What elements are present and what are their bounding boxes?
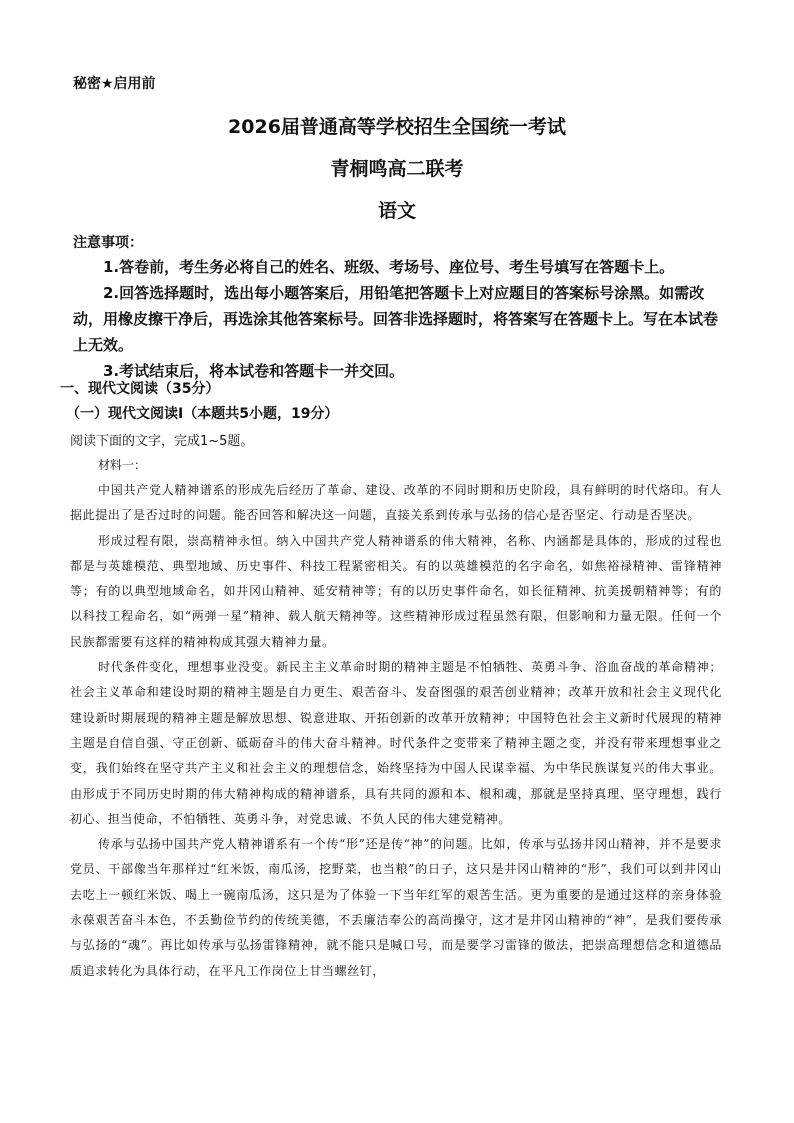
exam-title: 2026届普通高等学校招生全国统一考试: [228, 116, 566, 138]
reading-passage: [70, 478, 722, 984]
secret-mark: 秘密★启用前: [73, 76, 156, 92]
notice-list: [73, 254, 723, 384]
reading-instruction: 阅读下面的文字，完成1~5题。: [70, 434, 254, 449]
notice-heading: 注意事项：: [73, 235, 143, 251]
exam-subtitle: 青桐鸣高二联考: [330, 158, 464, 180]
passage-paragraph: 中国共产党人精神谱系的形成先后经历了革命、建设、改革的不同时期和历史阶段，具有鲜明的时代烙印。有人据此提出了是否过时的问题。能否回答和解决这一问题，直接关系到传承与弘扬的信心是否坚定、行动是否坚决。: [70, 483, 722, 523]
passage-paragraph: 传承与弘扬中国共产党人精神谱系有一个传“形”还是传“神”的问题。比如，传承与弘扬井冈山精神，并不是要求党员、干部像当年那样过“红米饭，南瓜汤，挖野菜，也当粮”的日子，这只是井冈山精神的“形”，我们可以到井冈山去吃上一顿红米饭、喝上一碗南瓜汤，这只是为了体验一下当年红军的艰苦生活。更为重要的是通过这样的亲身体验永葆艰苦奋斗本色，不丢勤俭节约的传统美德，不丢廉洁奉公的高尚操守，这才是井冈山精神的“神”，是我们要传承与弘扬的“魂”。再比如传承与弘扬雷锋精神，就不能只是喊口号，而是要学习雷锋的做法，把崇高理想信念和道德品质追求转化为具体行动，在平凡工作岗位上甘当螺丝钉，: [70, 837, 722, 978]
subject-title: 语文: [377, 200, 416, 222]
passage-paragraph: 时代条件变化，理想事业没变。新民主主义革命时期的精神主题是不怕牺牲、英勇斗争、浴血奋战的革命精神；社会主义革命和建设时期的精神主题是自力更生、艰苦奋斗、发奋图强的艰苦创业精神；改革开放和社会主义现代化建设新时期展现的精神主题是解放思想、锐意进取、开拓创新的改革开放精神；中国特色社会主义新时代展现的精神主题是自信自强、守正创新、砥砺奋斗的伟大奋斗精神。时代条件之变带来了精神主题之变，并没有带来理想事业之变，我们始终在坚守共产主义和社会主义的理想信念，始终坚持为中国人民谋幸福、为中华民族谋复兴的伟大事业。由形成于不同历史时期的伟大精神构成的精神谱系，具有共同的源和本、根和魂，那就是坚持真理、坚守理想，践行初心、担当使命，不怕牺牲、英勇斗争，对党忠诚、不负人民的伟大建党精神。: [70, 660, 722, 826]
notice-item-3: 3.考试结束后，将本试卷和答题卡一并交回。: [103, 362, 405, 380]
material-label: 材料一：: [98, 458, 147, 472]
part-title: 一、现代文阅读（35分）: [60, 381, 220, 397]
sub-section-title: （一）现代文阅读Ⅰ（本题共5小题，19分）: [66, 406, 339, 422]
passage-paragraph: 形成过程有限，崇高精神永恒。纳入中国共产党人精神谱系的伟大精神，名称、内涵都是具体的，形成的过程也都是与英雄模范、典型地域、历史事件、科技工程紧密相关。有的以英雄模范的名字命名，如焦裕禄精神、雷锋精神等；有的以典型地域命名，如井冈山精神、延安精神等；有的以历史事件命名，如长征精神、抗美援朝精神等；有的以科技工程命名，如“两弹一星”精神、载人航天精神等。这些精神形成过程虽然有限，但影响和力量无限。任何一个民族都需要有这样的精神构成其强大精神力量。: [70, 533, 722, 649]
notice-item-2: 2.回答选择题时，选出每小题答案后，用铅笔把答题卡上对应题目的答案标号涂黑。如需改动，用橡皮擦干净后，再选涂其他答案标号。回答非选择题时，将答案写在答题卡上。写在本试卷上无效。: [73, 284, 719, 354]
notice-item-1: 1.答卷前，考生务必将自己的姓名、班级、考场号、座位号、考生号填写在答题卡上。: [103, 258, 675, 276]
